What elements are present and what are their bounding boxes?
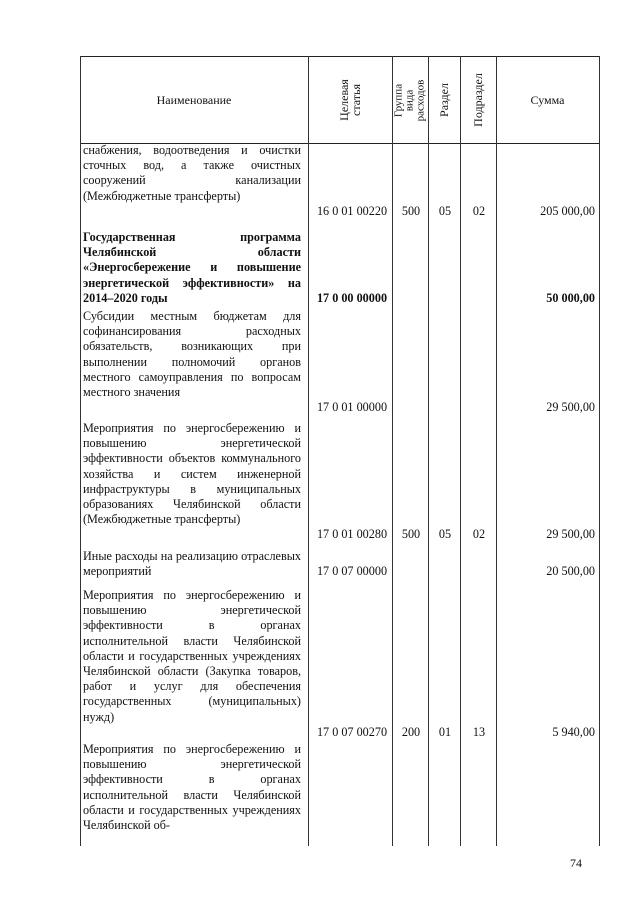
budget-table [80, 56, 599, 144]
row-subsection: 02 [472, 203, 486, 218]
header-target-text: Целевая статья [337, 79, 363, 121]
row-target-code: 17 0 07 00270 [316, 724, 388, 739]
row-group: 500 [401, 527, 421, 542]
row-name: Иные расходы на реализацию отраслевых мероприятий [83, 549, 301, 579]
header-subsection [460, 57, 496, 143]
row-name: Государственная программа Челябинской области «Энергосбережение и повышение энергетической эффективности» на 2014–2020 годы [83, 230, 301, 305]
column-divider [496, 56, 497, 846]
row-group: 500 [401, 203, 421, 218]
column-divider [428, 56, 429, 846]
row-sum: 29 500,00 [546, 400, 595, 415]
row-target-code: 16 0 01 00220 [316, 203, 388, 218]
row-name: Субсидии местным бюджетам для софинансирования расходных обязательств, возникающих при выполнении полномочий органов местного самоуправления по вопросам местного значения [83, 309, 301, 400]
column-divider [308, 56, 309, 846]
row-subsection: 13 [472, 724, 486, 739]
column-divider [392, 56, 393, 846]
header-group [392, 57, 428, 143]
page-number: 74 [570, 856, 582, 870]
row-sum: 20 500,00 [546, 564, 595, 579]
column-divider [460, 56, 461, 846]
row-sum: 205 000,00 [540, 203, 595, 218]
header-sum-text: Сумма [530, 92, 565, 107]
header-group-text: Группа вида расходов [392, 79, 427, 121]
row-name: Мероприятия по энергосбережению и повышению энергетической эффективности объектов коммунального хозяйства и систем инженерной инфраструктуры в муниципальных образованиях Челябинской области (Межбюджетные трансферты) [83, 421, 301, 527]
row-sum: 5 940,00 [552, 724, 595, 739]
row-target-code: 17 0 01 00000 [316, 400, 388, 415]
header-name-text: Наименование [156, 92, 232, 107]
column-divider [599, 56, 600, 846]
row-sum: 50 000,00 [546, 290, 595, 305]
header-name [80, 57, 308, 143]
row-section: 01 [438, 724, 452, 739]
row-sum: 29 500,00 [546, 527, 595, 542]
row-section: 05 [438, 527, 452, 542]
column-divider [80, 56, 81, 846]
header-sum [496, 57, 599, 143]
row-subsection: 02 [472, 527, 486, 542]
header-target [308, 57, 392, 143]
row-name: снабжения, водоотведения и очистки сточных вод, а также очистных сооружений канализации (Межбюджетные трансферты) [83, 143, 301, 203]
row-name: Мероприятия по энергосбережению и повышению энергетической эффективности в органах исполнительной власти Челябинской области и государственных учреждениях Челябинской области (Закупка товаров, работ и услуг для обеспечения государственных (муниципальных) нужд) [83, 588, 301, 724]
header-section [428, 57, 460, 143]
row-target-code: 17 0 00 00000 [316, 290, 388, 305]
row-target-code: 17 0 07 00000 [316, 564, 388, 579]
row-group: 200 [401, 724, 421, 739]
table-header [80, 56, 599, 144]
row-name: Мероприятия по энергосбережению и повышению энергетической эффективности в органах исполнительной власти Челябинской области и государственных учреждениях Челябинской об- [83, 742, 301, 833]
row-target-code: 17 0 01 00280 [316, 527, 388, 542]
row-section: 05 [438, 203, 452, 218]
header-section-text: Раздел [437, 83, 452, 117]
header-subsection-text: Подраздел [471, 73, 486, 127]
